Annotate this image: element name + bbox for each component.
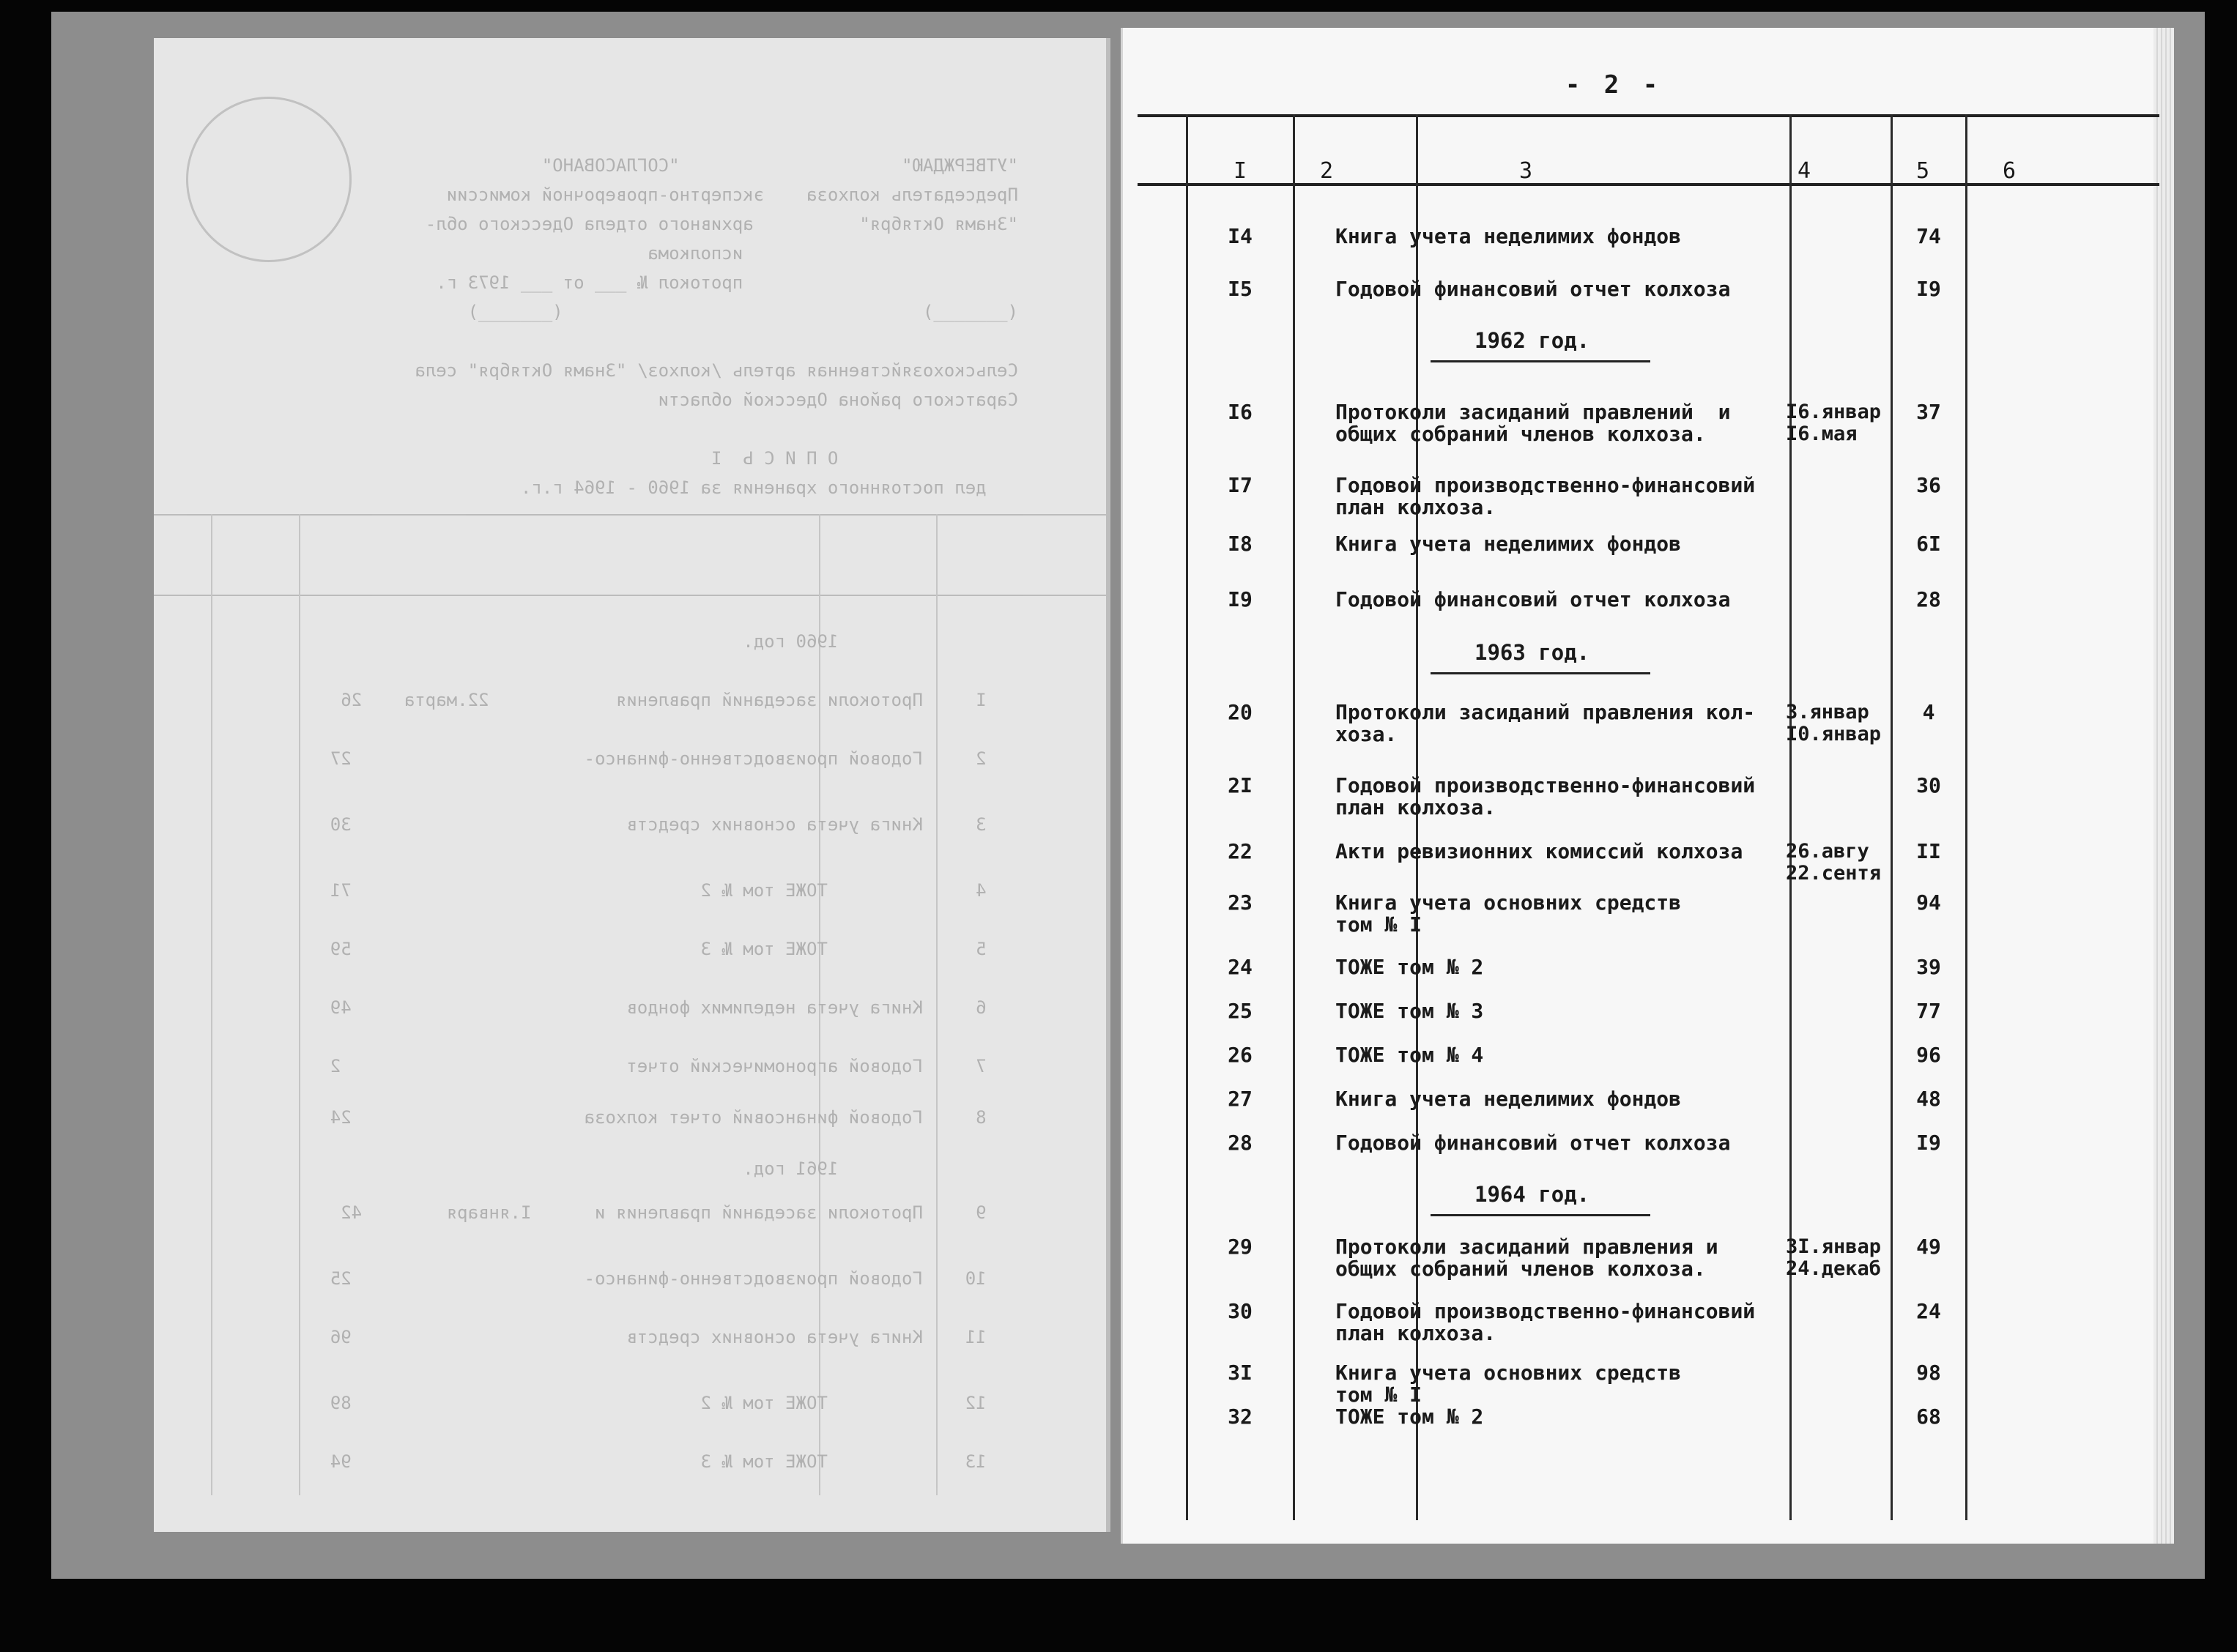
column-divider bbox=[1891, 114, 1893, 1520]
column-header: 2 bbox=[1319, 158, 1334, 184]
year-underline bbox=[1431, 672, 1650, 674]
year-heading: 1962 год. bbox=[1474, 328, 1590, 353]
row-number: 22 bbox=[1228, 839, 1253, 863]
year-underline bbox=[1431, 1214, 1650, 1216]
row-sheet-count: 39 bbox=[1916, 955, 1941, 979]
column-divider bbox=[1293, 114, 1295, 1520]
row-number: 30 bbox=[1228, 1299, 1253, 1323]
row-number: 20 bbox=[1228, 700, 1253, 724]
row-title: ТОЖЕ том № 2 bbox=[1335, 1404, 1484, 1429]
row-sheet-count: 36 bbox=[1916, 473, 1941, 497]
row-sheet-count: 4 bbox=[1922, 700, 1935, 724]
row-sheet-count: 68 bbox=[1916, 1404, 1941, 1429]
row-sheet-count: 24 bbox=[1916, 1299, 1941, 1323]
year-heading: 1963 год. bbox=[1474, 640, 1590, 665]
column-divider bbox=[1789, 114, 1792, 1520]
year-heading: 1964 год. bbox=[1474, 1182, 1590, 1207]
row-title: Книга учета неделимих фондов bbox=[1335, 532, 1682, 556]
column-header: 4 bbox=[1797, 158, 1811, 184]
faded-stamp bbox=[186, 97, 352, 262]
row-title: Книга учета неделимих фондов bbox=[1335, 1087, 1682, 1111]
row-title: Годовой финансовий отчет колхоза bbox=[1335, 1131, 1731, 1155]
row-title: Годовой финансовий отчет колхоза bbox=[1335, 277, 1731, 301]
row-sheet-count: 37 bbox=[1916, 400, 1941, 424]
row-title: Протоколи засиданий правления и общих собраний членов колхоза. bbox=[1335, 1235, 1718, 1281]
row-number: 26 bbox=[1228, 1043, 1253, 1067]
row-number: I5 bbox=[1228, 277, 1253, 301]
row-sheet-count: 48 bbox=[1916, 1087, 1941, 1111]
inventory-page bbox=[1121, 28, 2174, 1544]
row-sheet-count: I9 bbox=[1916, 1131, 1941, 1155]
row-title: Протоколи засиданий правлений и общих собраний членов колхоза. bbox=[1335, 400, 1731, 446]
row-sheet-count: 49 bbox=[1916, 1235, 1941, 1259]
row-sheet-count: 74 bbox=[1916, 224, 1941, 248]
mirrored-bleed-through: "УТВЕРЖДАЮ" "СОГЛАСОВАНО" Председатель колхоза экспертно-проверочной комиссии "Знамя Октября" архивного отдела Одесского обл- исполкома протокол № ___ от ___ 1973 г. (_______) (_______) Сельскохозяйственная артель /колхоз/ "Знамя Октября" села Саратского района Одесской области О П И С Ь I дел постоянного хранения за 1960 - 1964 г.г. 1960 год. I Протоколи заседаний правления 22.марта 26 2 Годовой производственно-финансо- 27 3 Книга учета основних средств 30 4 ТОЖЕ том № 2 71 5 ТОЖЕ том № 3 59 6 Книга учета неделимих фондов 49 7 Годовой агрономический отчет 2 8 Годовой финансовий отчет колхоза 24 1961 год. 9 Протоколи заседаний правления и I.января 42 10 Годовой производственно-финансо- 25 11 Книга учета основних средств 96 12 ТОЖЕ том № 2 89 13 ТОЖЕ том № 3 94 bbox=[154, 38, 1106, 1532]
column-header: I bbox=[1233, 158, 1247, 184]
header-top-rule bbox=[1138, 114, 2159, 117]
left-page-bleed-through bbox=[154, 38, 1110, 1532]
column-header: 6 bbox=[2002, 158, 2017, 184]
row-sheet-count: 96 bbox=[1916, 1043, 1941, 1067]
row-sheet-count: 28 bbox=[1916, 587, 1941, 611]
row-number: I7 bbox=[1228, 473, 1253, 497]
row-title: Книга учета основних средств том № I bbox=[1335, 1361, 1682, 1407]
row-title: Годовой финансовий отчет колхоза bbox=[1335, 587, 1731, 611]
column-header: 5 bbox=[1915, 158, 1930, 184]
row-number: I6 bbox=[1228, 400, 1253, 424]
row-sheet-count: 94 bbox=[1916, 890, 1941, 915]
row-dates: 3.январ I0.январ bbox=[1786, 701, 1882, 745]
row-number: 25 bbox=[1228, 999, 1253, 1023]
page-edges bbox=[2153, 28, 2174, 1544]
row-title: Протоколи засиданий правления кол- хоза. bbox=[1335, 700, 1756, 746]
row-dates: 26.авгу 22.сентя bbox=[1786, 840, 1882, 885]
row-title: Книга учета основних средств том № I bbox=[1335, 890, 1682, 937]
row-title: Годовой производственно-финансовий план колхоза. bbox=[1335, 773, 1756, 819]
row-title: ТОЖЕ том № 4 bbox=[1335, 1043, 1484, 1067]
row-title: ТОЖЕ том № 3 bbox=[1335, 999, 1484, 1023]
row-title: Годовой производственно-финансовий план колхоза. bbox=[1335, 1299, 1756, 1345]
column-header: 3 bbox=[1518, 158, 1533, 184]
row-sheet-count: I9 bbox=[1916, 277, 1941, 301]
row-sheet-count: 30 bbox=[1916, 773, 1941, 797]
row-number: 32 bbox=[1228, 1404, 1253, 1429]
row-number: 3I bbox=[1228, 1361, 1253, 1385]
row-title: Книга учета неделимих фондов bbox=[1335, 224, 1682, 248]
row-sheet-count: II bbox=[1916, 839, 1941, 863]
row-number: 27 bbox=[1228, 1087, 1253, 1111]
page-number: - 2 - bbox=[1565, 70, 1663, 100]
row-number: I8 bbox=[1228, 532, 1253, 556]
row-number: I4 bbox=[1228, 224, 1253, 248]
column-divider bbox=[1965, 114, 1967, 1520]
row-title: Акти ревизионних комиссий колхоза bbox=[1335, 839, 1743, 863]
row-dates: I6.январ I6.мая bbox=[1786, 401, 1882, 445]
row-number: 24 bbox=[1228, 955, 1253, 979]
row-dates: 3I.январ 24.декаб bbox=[1786, 1235, 1882, 1280]
row-number: 29 bbox=[1228, 1235, 1253, 1259]
row-number: 23 bbox=[1228, 890, 1253, 915]
year-underline bbox=[1431, 360, 1650, 362]
row-number: 2I bbox=[1228, 773, 1253, 797]
row-title: ТОЖЕ том № 2 bbox=[1335, 955, 1484, 979]
row-number: I9 bbox=[1228, 587, 1253, 611]
column-divider bbox=[1186, 114, 1188, 1520]
row-sheet-count: 6I bbox=[1916, 532, 1941, 556]
row-title: Годовой производственно-финансовий план колхоза. bbox=[1335, 473, 1756, 519]
row-number: 28 bbox=[1228, 1131, 1253, 1155]
row-sheet-count: 98 bbox=[1916, 1361, 1941, 1385]
row-sheet-count: 77 bbox=[1916, 999, 1941, 1023]
